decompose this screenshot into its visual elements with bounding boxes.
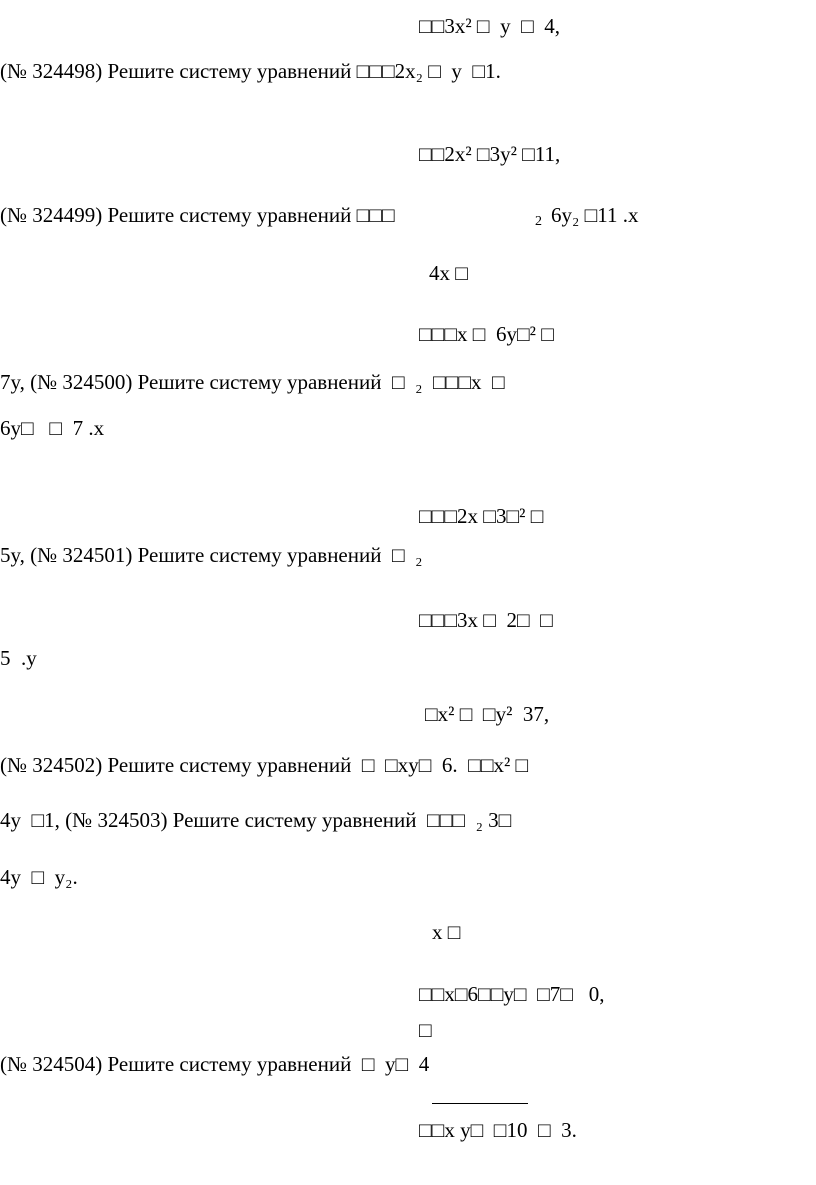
- problem-324498: (№ 324498) Решите систему уравнений □□□2x₂ □ y □1.: [0, 59, 501, 83]
- problem-324504: (№ 324504) Решите систему уравнений □ y□ 4: [0, 1052, 430, 1076]
- problem-324503: 4y □1, (№ 324503) Решите систему уравнений □□□ ₂ 3□: [0, 808, 512, 832]
- line: □□□x □ 6y□² □: [419, 322, 554, 346]
- line: □x² □ □y² 37,: [425, 702, 550, 726]
- line: 5 .y: [0, 646, 37, 670]
- line: x □: [432, 920, 461, 944]
- line: □□□3x □ 2□ □: [419, 608, 553, 632]
- line: 4y □ y₂.: [0, 865, 78, 889]
- line: □: [419, 1018, 432, 1042]
- problem-324501: 5y, (№ 324501) Решите систему уравнений □ ₂: [0, 543, 423, 567]
- line: 6y□ □ 7 .x: [0, 416, 105, 440]
- problem-324500: 7y, (№ 324500) Решите систему уравнений □ ₂ □□□x □: [0, 370, 505, 394]
- problem-324499: (№ 324499) Решите систему уравнений □□□: [0, 203, 395, 227]
- line: □□x y□ □10 □ 3.: [419, 1118, 577, 1142]
- line: 6y₂ □11 .x: [551, 203, 639, 227]
- line: 2: [535, 214, 542, 229]
- line: □□2x² □3y² □11,: [419, 142, 561, 166]
- line: 4x □: [429, 261, 468, 285]
- line: □□3x² □ y □ 4,: [419, 14, 561, 38]
- line: □□□2x □3□² □: [419, 504, 544, 528]
- problem-324502: (№ 324502) Решите систему уравнений □ □xy□ 6. □□x² □: [0, 753, 529, 777]
- line: □□x□6□□y□ □7□ 0,: [419, 982, 605, 1006]
- fraction-bar: [432, 1103, 528, 1104]
